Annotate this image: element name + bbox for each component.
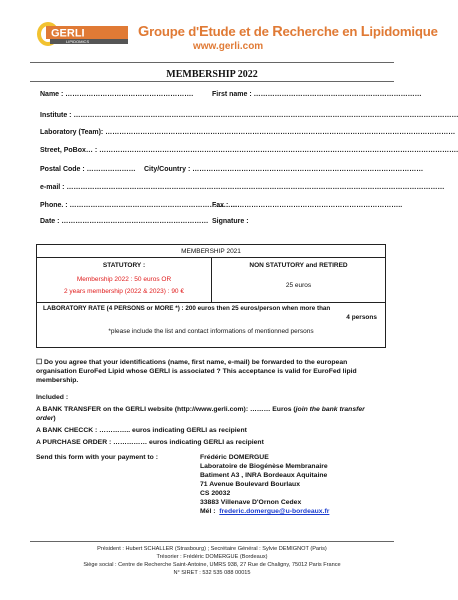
consent-text[interactable]: ☐ Do you agree that your identifications (name, first name, e-mail) be forwarded to the european organisation EuroFed Lipid whose GERLI is associated ? This acceptance is valid for EuroFed lipid membership. [36, 359, 357, 384]
lab-rate-line-2: 4 persons [346, 314, 377, 321]
purchase-order-line: A PURCHASE ORDER : …………… euros indicating GERLI as recipient [36, 439, 264, 446]
non-statutory-price: 25 euros [285, 282, 312, 289]
signature-field[interactable]: Signature : [212, 218, 249, 225]
footer-line-4: N° SIRET : 532 535 088 00015 [173, 570, 251, 576]
name-field[interactable]: Name : ………………………………………………. [40, 91, 194, 98]
laboratory-field[interactable]: Laboratory (Team): …………………………………………………………………………………………………………………………………… [40, 129, 456, 136]
non-statutory-label: NON STATUTORY and RETIRED [249, 262, 348, 269]
email-field[interactable]: e-mail : ……………………………………………………………………………………………………………………………………………… [40, 184, 445, 191]
statutory-price-1: Membership 2022 : 50 euros OR [76, 276, 172, 283]
bank-check-line: A BANK CHECCK : ………….. euros indicating GERLI as recipient [36, 427, 247, 434]
footer-line-2: Trésorier : Frédéric DOMERGUE (Bordeaux) [156, 554, 268, 560]
send-to-label: Send this form with your payment to : [36, 454, 158, 461]
city-country-field[interactable]: City/Country : ……………………………………………………………………………………… [144, 166, 424, 173]
date-field[interactable]: Date : ……………………………………………………… [40, 218, 209, 225]
logo-subtext: LIPIDOMICS [66, 39, 90, 44]
payment-section: Included : A BANK TRANSFER on the GERLI website (http://www.gerli.com): ……… Euros (join the bank transfer order) A BANK CHECCK : ………….. euros indicating GERLI as recipient A PURCHASE ORDER : …………… euros indicating GERLI as recipient [36, 393, 396, 447]
street-field[interactable]: Street, PoBox… : ………………………………………………………………………………………………………………………………………. [40, 147, 458, 154]
lab-rate-line-1: LABORATORY RATE (4 PERSONS or MORE *) : 200 euros then 25 euros/person when more than [43, 305, 331, 312]
fax-field[interactable]: Fax : ……………………………………………………………….. [212, 202, 403, 209]
bank-transfer-line: A BANK TRANSFER on the GERLI website (http://www.gerli.com): ……… Euros (join the bank transfer [36, 406, 365, 413]
statutory-price-2: 2 years membership (2022 & 2023) : 90 € [64, 288, 184, 295]
page-title: MEMBERSHIP 2022 [166, 69, 258, 80]
header-url[interactable]: www.gerli.com [193, 41, 264, 52]
first-name-field[interactable]: First name : ……………………………………………………………… [212, 91, 422, 98]
membership-table [36, 244, 386, 348]
divider-title [30, 81, 394, 82]
gerli-logo [36, 20, 130, 48]
send-to-address: Frédéric DOMERGUE Laboratoire de Biogénèse Membranaire Batiment A3 , INRA Bordeaux Aquitaine 71 Avenue Boulevard Bourlaux CS 20032 33883 Villenave D'Ornon Cedex Mél : frederic.domergue@u-bordeaux.fr [200, 454, 330, 515]
table-header: MEMBERSHIP 2021 [181, 248, 241, 255]
divider-top [30, 62, 394, 63]
institute-field[interactable]: Institute : ………………………………………………………………………………………………………………………………………………… [40, 112, 458, 119]
mail-link[interactable]: frederic.domergue@u-bordeaux.fr [219, 508, 330, 515]
header-title: Groupe d'Etude et de Recherche en Lipidomique [138, 24, 438, 40]
phone-field[interactable]: Phone. : ………………………………………………………………. [40, 202, 240, 209]
statutory-label: STATUTORY : [102, 262, 146, 269]
footer-line-1: Président : Hubert SCHALLER (Strasbourg) ; Secrétaire Général : Sylvie DEMIGNOT (Paris) [97, 546, 327, 552]
table-note: *please include the list and contact informations of mentionned persons [108, 328, 314, 335]
logo-text: GERLI [51, 27, 85, 40]
postal-code-field[interactable]: Postal Code : ………………… [40, 166, 136, 173]
divider-footer [30, 541, 394, 542]
footer-line-3: Siège social : Centre de Recherche Saint-Antoine, UMRS 938, 27 Rue de Chaligny, 75012 Paris France [83, 562, 341, 568]
payment-included-label: Included : [36, 394, 69, 401]
